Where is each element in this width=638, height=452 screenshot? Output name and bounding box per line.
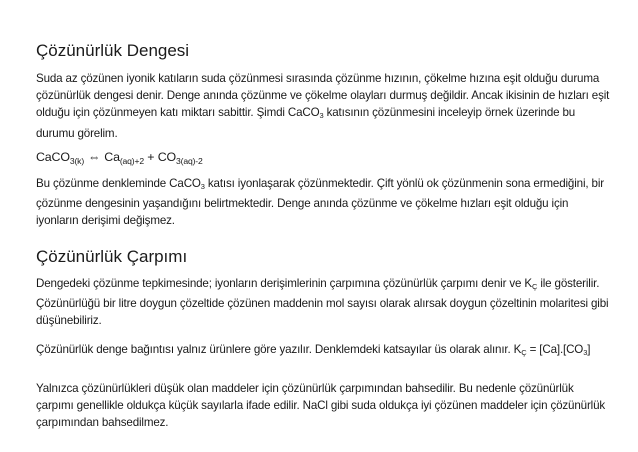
subscript-2: 3 — [583, 348, 588, 357]
equation-co-subscript: 3(aq)-2 — [175, 156, 203, 166]
section-title-solubility-equilibrium: Çözünürlük Dengesi — [36, 41, 190, 60]
paragraph-text: Çözünürlük denge bağıntısı yalnız ürünlere göre yazılır. Denklemdeki katsayılar üs olarak alınır. K — [36, 343, 522, 356]
paragraph-text-mid: = [Ca].[CO — [526, 343, 584, 356]
paragraph-text: Dengedeki çözünme tepkimesinde; iyonların derişimlerinin çarpımına çözünürlük çarpımı denir ve K — [36, 277, 532, 290]
paragraph-text-end: ] — [587, 343, 591, 356]
paragraph-equation-explanation — [36, 175, 610, 230]
paragraph-equilibrium-expression — [36, 341, 610, 361]
paragraph-low-solubility-note: Yalnızca çözünürlükleri düşük olan maddeler için çözünürlük çarpımından bahsedilir. Bu nedenle çözünürlük çarpımı genellikle oldukça küçük sayılarla ifade edilir. NaCl gibi suda oldukça iyi çözünen maddeler için çözünürlük çarpımından bahsedilmez. — [36, 382, 606, 430]
paragraph-text: Suda az çözünen iyonik katıların suda çözünmesi sırasında çözünme hızının, çökelme hızına eşit olduğu duruma çözünürlük dengesi denir. Denge anında çözünme ve çökelme olayları durmuş değildir. Ancak ikisinin de hızları eşit olduğu için çözünmeyen katı miktarı sabittir. Şimdi CaCO — [36, 72, 610, 120]
paragraph-solubility-product-definition — [36, 275, 610, 330]
equation-lhs-subscript: 3(k) — [69, 156, 85, 166]
paragraph-text-end: ile gösterilir. Çözünürlüğü bir litre doygun çözeltide çözünen maddenin mol sayısı olarak alırsak doygun çözeltinin molaritesi gibi düşünebiliriz. — [36, 277, 609, 328]
equation-plus: + — [144, 150, 158, 164]
subscript: Ç — [531, 282, 538, 291]
equation-ca-subscript: (aq)+2 — [119, 156, 145, 166]
paragraph-text: Bu çözünme denkleminde CaCO — [36, 177, 201, 190]
paragraph-text-end: katısı iyonlaşarak çözünmektedir. Çift yönlü ok çözünmenin sona ermediğini, bir çözünme dengesinin yaşandığını belirtmektedir. Denge anında çözünme ve çökelme hızları eşit olduğu için iyonların derişimi değişmez. — [36, 177, 604, 228]
paragraph-equilibrium-definition — [36, 70, 610, 142]
chemical-equation — [36, 149, 610, 170]
equation-co: CO — [157, 150, 176, 164]
subscript: 3 — [319, 111, 324, 121]
section-title-solubility-product: Çözünürlük Çarpımı — [36, 247, 188, 266]
paragraph-text-end: katısının çözünmesini inceleyip örnek üzerinde bu durumu görelim. — [36, 106, 576, 140]
equation-ca: Ca — [104, 150, 120, 164]
subscript: 3 — [200, 182, 205, 191]
equation-lhs: CaCO — [36, 150, 70, 164]
double-arrow-icon: ⇔ — [88, 150, 101, 164]
subscript: Ç — [521, 348, 527, 357]
